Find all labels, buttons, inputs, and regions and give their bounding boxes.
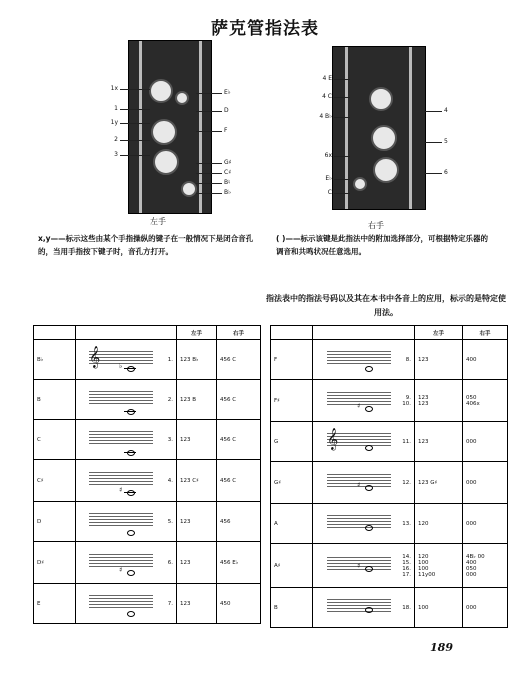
music-staff — [89, 429, 153, 451]
staff-line — [327, 392, 391, 393]
legend-parentheses-text: 标示该键是此指法中的附加选择部分，可根据特定乐器的调音和共鸣状况任意选用。 — [276, 234, 488, 256]
fingering-number: 11. — [402, 438, 411, 445]
staff-line — [89, 522, 153, 523]
note-name — [271, 504, 313, 544]
key-leader-line — [120, 140, 150, 141]
music-staff — [89, 593, 153, 615]
note-head — [365, 485, 373, 491]
fingering-number: 9. 10. — [402, 394, 411, 407]
staff-line — [327, 351, 391, 352]
staff-line — [89, 443, 153, 444]
right-hand-fingering — [217, 420, 261, 460]
note-name — [271, 380, 313, 422]
note-name-text: F♯ — [274, 397, 280, 404]
left-hand-fingering — [415, 462, 463, 504]
right-hand-fingering-text: 456 E♭ — [220, 559, 239, 566]
staff-line — [89, 601, 153, 602]
key-label: 5 — [444, 138, 448, 145]
key-leader-line — [196, 183, 222, 184]
key-label: 4 — [444, 107, 448, 114]
key-leader-line — [424, 142, 442, 143]
staff-line — [89, 598, 153, 599]
right-hand-caption: 右手 — [368, 221, 384, 230]
note-name-text: C — [37, 436, 41, 443]
left-hand-fingering — [177, 340, 217, 380]
left-hand-fingering — [415, 380, 463, 422]
note-head — [365, 406, 373, 412]
notation-cell — [313, 462, 415, 504]
staff-line — [89, 391, 153, 392]
key-leader-line — [196, 173, 222, 174]
legend-parentheses-prefix: ( )—— — [276, 234, 301, 243]
fingering-row — [34, 502, 261, 542]
note-name — [34, 380, 76, 420]
staff-line — [327, 363, 391, 364]
fingering-row — [34, 340, 261, 380]
right-hand-fingering-text: 456 C — [220, 436, 237, 443]
staff-line — [89, 481, 153, 482]
page-title: 萨克管指法表 — [211, 19, 319, 39]
key-label: E♭ — [224, 89, 231, 96]
key-leader-line — [334, 193, 350, 194]
accidental-icon: ♯ — [357, 480, 361, 489]
note-name — [34, 542, 76, 584]
fingering-number: 1. — [167, 356, 173, 363]
notation-cell — [76, 340, 177, 380]
note-name-text: A♯ — [274, 562, 281, 569]
right-hand-fingering-text: 456 C — [220, 477, 237, 484]
notation-cell — [313, 588, 415, 628]
staff-line — [89, 472, 153, 473]
left-hand-fingering — [177, 502, 217, 542]
fingering-row — [271, 544, 508, 588]
music-staff — [89, 470, 153, 492]
left-hand-fingering-text: 123 C♯ — [180, 477, 199, 484]
key-leader-line — [334, 156, 350, 157]
right-hand-fingering-text: 000 — [466, 479, 477, 486]
key-leader-line — [196, 111, 222, 112]
fingering-row — [271, 462, 508, 504]
key-leader-line — [334, 97, 350, 98]
key-label: G♯ — [224, 159, 232, 166]
staff-line — [89, 397, 153, 398]
left-hand-fingering-text: 123 123 — [418, 394, 429, 407]
left-hand-fingering-text: 123 — [180, 436, 191, 443]
left-hand-fingering — [177, 542, 217, 584]
legend-parentheses — [276, 232, 490, 258]
fingering-row — [34, 380, 261, 420]
key-leader-line — [120, 89, 150, 90]
staff-line — [327, 608, 391, 609]
header-right-hand: 右手 — [217, 326, 261, 340]
notation-cell — [76, 460, 177, 502]
music-staff — [89, 511, 153, 533]
staff-line — [327, 557, 391, 558]
treble-clef-icon: 𝄞 — [327, 427, 339, 450]
staff-line — [89, 604, 153, 605]
fingering-table-left — [33, 325, 261, 624]
key-leader-line — [334, 117, 350, 118]
note-name — [34, 340, 76, 380]
key-label: 1x — [110, 85, 118, 92]
fingering-row — [34, 460, 261, 502]
staff-line — [89, 484, 153, 485]
note-head — [127, 366, 135, 372]
right-hand-fingering — [217, 584, 261, 624]
key-label: 4 C — [322, 93, 332, 100]
staff-line — [89, 607, 153, 608]
staff-line — [89, 563, 153, 564]
page-number: 189 — [430, 641, 453, 654]
key-label: 3 — [114, 151, 118, 158]
staff-line — [89, 525, 153, 526]
note-name-text: E — [37, 600, 41, 607]
note-head — [127, 611, 135, 617]
key-label: E♭ — [325, 175, 332, 182]
note-head — [365, 366, 373, 372]
accidental-icon: ♯ — [357, 561, 361, 570]
staff-line — [89, 554, 153, 555]
fingering-row — [271, 422, 508, 462]
left-hand-fingering — [177, 380, 217, 420]
note-name-text: G — [274, 438, 279, 445]
note-name-text: B — [274, 604, 278, 611]
note-name-text: D — [37, 518, 42, 525]
staff-line — [327, 524, 391, 525]
note-name — [271, 340, 313, 380]
staff-line — [89, 519, 153, 520]
notation-cell — [76, 502, 177, 542]
key-leader-line — [424, 111, 442, 112]
staff-line — [327, 395, 391, 396]
left-hand-fingering — [415, 340, 463, 380]
staff-line — [327, 357, 391, 358]
header-right-hand: 右手 — [463, 326, 508, 340]
note-head — [127, 450, 135, 456]
header-blank — [34, 326, 76, 340]
note-name — [34, 420, 76, 460]
fingering-number: 8. — [405, 356, 411, 363]
right-hand-fingering-text: 050 406x — [466, 394, 480, 407]
left-hand-fingering-text: 123 — [418, 356, 429, 363]
staff-line — [327, 354, 391, 355]
left-hand-fingering — [415, 544, 463, 588]
left-hand-fingering — [177, 584, 217, 624]
fingering-number: 13. — [402, 520, 411, 527]
music-staff — [327, 555, 391, 577]
notation-cell — [313, 544, 415, 588]
right-hand-fingering-text: 000 — [466, 604, 477, 611]
staff-line — [327, 398, 391, 399]
left-hand-fingering — [177, 420, 217, 460]
staff-line — [327, 515, 391, 516]
right-hand-fingering-text: 400 — [466, 356, 477, 363]
note-name — [34, 502, 76, 542]
staff-line — [327, 602, 391, 603]
right-hand-fingering-text: 000 — [466, 438, 477, 445]
accidental-icon: ♯ — [119, 485, 123, 494]
key-leader-line — [196, 131, 222, 132]
fingering-number: 7. — [167, 600, 173, 607]
fingering-number: 18. — [402, 604, 411, 611]
key-label: 1 — [114, 105, 118, 112]
left-hand-fingering — [415, 588, 463, 628]
right-hand-fingering — [217, 340, 261, 380]
usage-note: 指法表中的指法号码以及其在本书中各音上的应用，标示的是特定使用法。 — [266, 294, 506, 317]
staff-line — [327, 360, 391, 361]
note-head — [127, 530, 135, 536]
key-leader-line — [334, 79, 350, 80]
staff-line — [327, 611, 391, 612]
music-staff — [89, 345, 153, 371]
right-hand-fingering — [463, 340, 508, 380]
fingering-number: 12. — [402, 479, 411, 486]
right-hand-fingering-text: 4B♭ 00 400 050 000 — [466, 553, 485, 578]
note-name — [34, 584, 76, 624]
right-hand-fingering — [463, 588, 508, 628]
left-hand-caption: 左手 — [150, 217, 166, 226]
music-staff — [327, 349, 391, 371]
fingering-number: 3. — [167, 436, 173, 443]
notation-cell — [76, 380, 177, 420]
note-head — [127, 570, 135, 576]
accidental-icon: ♯ — [357, 401, 361, 410]
left-hand-fingering — [415, 422, 463, 462]
notation-cell — [76, 542, 177, 584]
staff-line — [327, 560, 391, 561]
staff-line — [89, 437, 153, 438]
note-name — [271, 422, 313, 462]
left-hand-fingering — [177, 460, 217, 502]
left-hand-fingering-text: 120 100 100 11y00 — [418, 553, 436, 578]
staff-line — [89, 557, 153, 558]
left-hand-fingering-text: 123 — [180, 559, 191, 566]
right-hand-fingering — [463, 462, 508, 504]
note-head — [365, 525, 373, 531]
notation-cell — [313, 380, 415, 422]
note-name — [271, 462, 313, 504]
note-head — [365, 445, 373, 451]
right-hand-fingering — [217, 380, 261, 420]
fingering-row — [271, 588, 508, 628]
header-blank — [313, 326, 415, 340]
key-leader-line — [196, 193, 222, 194]
note-name — [271, 544, 313, 588]
note-name-text: C♯ — [37, 477, 44, 484]
right-hand-fingering — [463, 422, 508, 462]
accidental-icon: ♯ — [119, 565, 123, 574]
key-leader-line — [120, 123, 150, 124]
key-label: 1y — [110, 119, 118, 126]
key-leader-line — [424, 173, 442, 174]
note-head — [365, 607, 373, 613]
staff-line — [89, 560, 153, 561]
music-staff — [327, 427, 391, 453]
key-label: 4 B♭ — [319, 113, 332, 120]
staff-line — [89, 478, 153, 479]
notation-cell — [76, 420, 177, 460]
header-left-hand: 左手 — [177, 326, 217, 340]
note-name — [34, 460, 76, 502]
key-label: 6x — [324, 152, 332, 159]
left-hand-fingering-text: 123 — [180, 600, 191, 607]
note-head — [365, 566, 373, 572]
fingering-number: 2. — [167, 396, 173, 403]
key-label: B♮ — [224, 179, 231, 186]
treble-clef-icon: 𝄞 — [89, 345, 101, 368]
staff-line — [89, 440, 153, 441]
left-hand-fingering-text: 120 — [418, 520, 429, 527]
staff-line — [327, 477, 391, 478]
staff-line — [327, 518, 391, 519]
legend-xy-prefix: x,y—— — [38, 234, 66, 243]
key-label: D — [224, 107, 229, 114]
staff-line — [327, 527, 391, 528]
notation-cell — [313, 340, 415, 380]
key-leader-line — [196, 93, 222, 94]
fingering-row — [271, 504, 508, 544]
key-label: 4 E — [322, 75, 332, 82]
notation-cell — [313, 504, 415, 544]
staff-line — [327, 605, 391, 606]
staff-line — [89, 516, 153, 517]
music-staff — [89, 389, 153, 411]
fingering-row — [34, 420, 261, 460]
left-hand-fingering-text: 123 — [418, 438, 429, 445]
staff-line — [89, 475, 153, 476]
note-name-text: B — [37, 396, 41, 403]
legend-xy-text: 标示这些由某个手指操纵的键子在一般情况下是闭合音孔的，当用手指按下键子时，音孔方打开。 — [38, 234, 254, 256]
key-label: F — [224, 127, 228, 134]
music-staff — [327, 513, 391, 535]
note-name-text: D♯ — [37, 559, 44, 566]
staff-line — [327, 599, 391, 600]
right-hand-fingering — [463, 380, 508, 422]
left-hand-fingering-text: 100 — [418, 604, 429, 611]
staff-line — [89, 431, 153, 432]
music-staff — [327, 472, 391, 494]
note-name — [271, 588, 313, 628]
key-leader-line — [334, 179, 350, 180]
staff-line — [327, 521, 391, 522]
music-staff — [327, 390, 391, 412]
staff-line — [89, 434, 153, 435]
accidental-icon: ♭ — [119, 361, 123, 370]
music-staff — [327, 597, 391, 619]
key-leader-line — [120, 109, 150, 110]
fingering-number: 6. — [167, 559, 173, 566]
fingering-row — [34, 542, 261, 584]
staff-line — [89, 403, 153, 404]
fingering-number: 14. 15. 16. 17. — [402, 553, 411, 578]
notation-cell — [76, 584, 177, 624]
right-hand-fingering-text: 450 — [220, 600, 231, 607]
staff-line — [89, 400, 153, 401]
left-hand-fingering-text: 123 B — [180, 396, 197, 403]
right-hand-keys-photo — [332, 46, 426, 210]
right-hand-fingering-text: 456 — [220, 518, 231, 525]
left-hand-fingering-text: 123 B♭ — [180, 356, 199, 363]
left-hand-fingering-text: 123 — [180, 518, 191, 525]
right-hand-fingering — [463, 544, 508, 588]
staff-line — [89, 513, 153, 514]
staff-line — [327, 474, 391, 475]
fingering-row — [34, 584, 261, 624]
header-left-hand: 左手 — [415, 326, 463, 340]
legend-xy — [38, 232, 260, 258]
fingering-table-right — [270, 325, 508, 628]
left-hand-fingering — [415, 504, 463, 544]
right-hand-fingering — [217, 460, 261, 502]
right-hand-fingering — [463, 504, 508, 544]
note-head — [127, 490, 135, 496]
right-hand-fingering-text: 456 C — [220, 356, 237, 363]
note-name-text: F — [274, 356, 278, 363]
note-name-text: B♭ — [37, 356, 44, 363]
header-blank — [271, 326, 313, 340]
key-label: 2 — [114, 136, 118, 143]
right-hand-fingering — [217, 502, 261, 542]
key-label: C — [327, 189, 332, 196]
note-name-text: G♯ — [274, 479, 281, 486]
note-name-text: A — [274, 520, 278, 527]
right-hand-fingering-text: 456 C — [220, 396, 237, 403]
key-label: 6 — [444, 169, 448, 176]
fingering-row — [271, 340, 508, 380]
right-hand-fingering — [217, 542, 261, 584]
music-staff — [89, 552, 153, 574]
key-leader-line — [120, 155, 150, 156]
fingering-row — [271, 380, 508, 422]
left-hand-keys-photo — [128, 40, 212, 214]
left-hand-fingering-text: 123 G♯ — [418, 479, 438, 486]
right-hand-fingering-text: 000 — [466, 520, 477, 527]
notation-cell — [313, 422, 415, 462]
staff-line — [89, 394, 153, 395]
key-label: C♯ — [224, 169, 232, 176]
fingering-number: 4. — [167, 477, 173, 484]
header-blank — [76, 326, 177, 340]
note-head — [127, 409, 135, 415]
staff-line — [89, 595, 153, 596]
fingering-number: 5. — [167, 518, 173, 525]
key-label: B♭ — [224, 189, 231, 196]
key-leader-line — [196, 163, 222, 164]
